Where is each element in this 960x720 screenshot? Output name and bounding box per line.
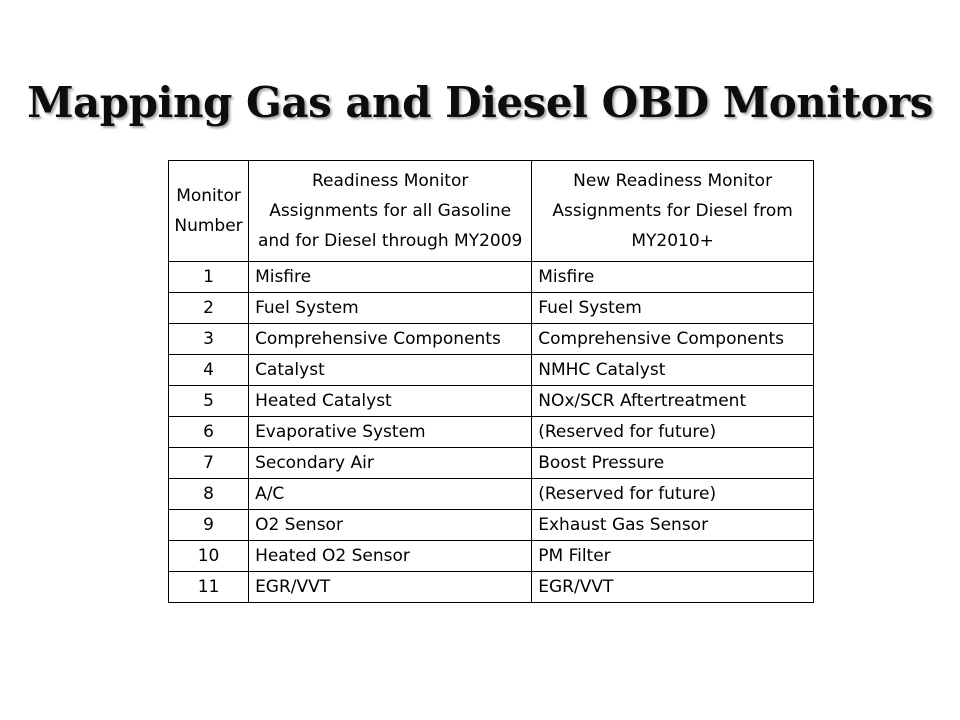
header-line: Monitor bbox=[176, 186, 241, 206]
monitor-number-cell: 7 bbox=[169, 448, 249, 479]
diesel-monitor-cell: Exhaust Gas Sensor bbox=[532, 510, 814, 541]
gasoline-monitor-cell: Catalyst bbox=[249, 355, 532, 386]
slide-title: Mapping Gas and Diesel OBD Monitors bbox=[27, 78, 933, 127]
header-line: Readiness Monitor bbox=[311, 171, 469, 191]
monitor-number-cell: 2 bbox=[169, 293, 249, 324]
header-line: MY2010+ bbox=[631, 231, 714, 251]
monitor-number-cell: 3 bbox=[169, 324, 249, 355]
gasoline-monitor-cell: EGR/VVT bbox=[249, 572, 532, 603]
diesel-monitor-cell: NMHC Catalyst bbox=[532, 355, 814, 386]
table-header-row bbox=[169, 161, 814, 262]
diesel-monitor-cell: Boost Pressure bbox=[532, 448, 814, 479]
gasoline-monitor-cell: O2 Sensor bbox=[249, 510, 532, 541]
diesel-monitor-cell: Fuel System bbox=[532, 293, 814, 324]
gasoline-monitor-cell: Heated Catalyst bbox=[249, 386, 532, 417]
gasoline-monitor-cell: Comprehensive Components bbox=[249, 324, 532, 355]
monitor-number-cell: 8 bbox=[169, 479, 249, 510]
table-row bbox=[169, 479, 814, 510]
table-row bbox=[169, 293, 814, 324]
table-row bbox=[169, 355, 814, 386]
header-line: and for Diesel through MY2009 bbox=[257, 231, 523, 251]
table-row bbox=[169, 386, 814, 417]
table-row bbox=[169, 572, 814, 603]
monitor-number-cell: 9 bbox=[169, 510, 249, 541]
monitor-number-cell: 1 bbox=[169, 262, 249, 293]
table-body bbox=[169, 262, 814, 603]
diesel-monitor-cell: (Reserved for future) bbox=[532, 417, 814, 448]
gasoline-monitor-cell: Secondary Air bbox=[249, 448, 532, 479]
diesel-monitor-cell: (Reserved for future) bbox=[532, 479, 814, 510]
header-diesel-assignments bbox=[532, 161, 814, 262]
gasoline-monitor-cell: Heated O2 Sensor bbox=[249, 541, 532, 572]
header-line: Assignments for all Gasoline bbox=[269, 201, 512, 221]
diesel-monitor-cell: NOx/SCR Aftertreatment bbox=[532, 386, 814, 417]
table-row bbox=[169, 417, 814, 448]
monitor-number-cell: 4 bbox=[169, 355, 249, 386]
header-line: New Readiness Monitor bbox=[573, 171, 773, 191]
header-line: Number bbox=[174, 216, 243, 236]
header-line: Assignments for Diesel from bbox=[552, 201, 793, 221]
gasoline-monitor-cell: Misfire bbox=[249, 262, 532, 293]
monitor-number-cell: 5 bbox=[169, 386, 249, 417]
monitor-number-cell: 10 bbox=[169, 541, 249, 572]
gasoline-monitor-cell: Fuel System bbox=[249, 293, 532, 324]
diesel-monitor-cell: PM Filter bbox=[532, 541, 814, 572]
table-row bbox=[169, 324, 814, 355]
table-row bbox=[169, 510, 814, 541]
monitor-mapping-table bbox=[168, 160, 814, 603]
diesel-monitor-cell: Comprehensive Components bbox=[532, 324, 814, 355]
header-monitor-number bbox=[169, 161, 249, 262]
table-row bbox=[169, 541, 814, 572]
monitor-number-cell: 6 bbox=[169, 417, 249, 448]
table-row bbox=[169, 262, 814, 293]
monitor-number-cell: 11 bbox=[169, 572, 249, 603]
table-row bbox=[169, 448, 814, 479]
diesel-monitor-cell: EGR/VVT bbox=[532, 572, 814, 603]
diesel-monitor-cell: Misfire bbox=[532, 262, 814, 293]
header-gasoline-assignments bbox=[249, 161, 532, 262]
gasoline-monitor-cell: Evaporative System bbox=[249, 417, 532, 448]
gasoline-monitor-cell: A/C bbox=[249, 479, 532, 510]
